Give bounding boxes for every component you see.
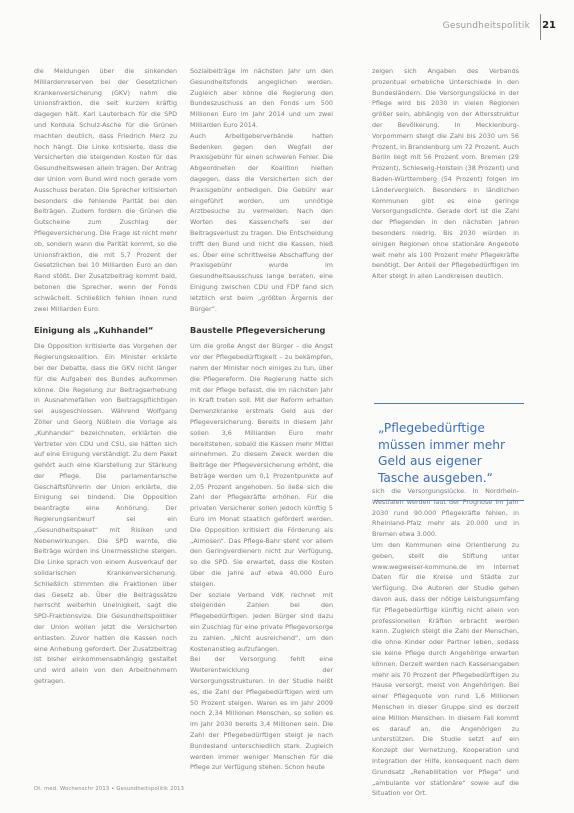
subheading: Baustelle Pflegeversicherung [190,325,326,336]
text-column-3-lower [372,486,519,799]
page-number: 21 [542,20,556,31]
paragraph: sich die Versorgungslücke. In Nordrhein-Westfalen werden laut der Prognose im Jahr 2030 rund 90.000 Pflegekräfte fehlen, in Rheinland-Pfalz mehr als 20.000 und in Bremen etwa 3.000. [372,487,519,539]
subheading: Einigung als „Kuhhandel“ [34,325,154,336]
paragraph: Die Opposition kritisierte das Vorgehen der Regierungskoalition. Ein Minister erklärte bei der Debatte, dass die GKV nicht länger für die Aufgaben des Bundes aufkommen könne. Die Regelung zur Beitragserhebung in Ausnahmefällen von Beitragspflichtigen sei ausgeschlossen. Während Wolfgang Zöller und Georg Nüßlein die Vorlage als „Kuhhandel“ bezeichneten, erklärten die Vertreter von CDU und CSU, sie hätten sich auf eine Einigung verständigt. Zu dem Paket gehört auch eine Klarstellung zur Stärkung der Pflege. Die parlamentarische Geschäftsführerin der Union erklärte, die Einigung sei bindend. Die Opposition beantragte eine Anhörung. Der Regierungsentwurf sei ein „Gesundheitspaket“ mit Risiken und Nebenwirkungen. Die SPD warnte, die Beiträge würden ins Unermessliche steigen. Die Linke sprach von einem Ausverkauf der solidarischen Krankenversicherung. Schließlich stimmten die Fraktionen über das Gesetz ab. Über die Beitragssätze herrscht weiterhin Uneinigkeit, sagt die SPD-Fraktionsvize. Die Gesundheitspolitiker der Union wollen jetzt die Versicherten entlasten. Zuvor hatten die Kassen noch eine Anhebung gefordert. Der Zusatzbeitrag ist bisher einkommensabhängig gestaltet und wird allein von den Arbeitnehmern getragen. [34,342,177,686]
paragraph: zeigen sich Angaben des Verbands prozentual erhebliche Unterschiede in den Bundesländern. Die Versorgungslücke in der Pflege wird bis 2030 in vielen Regionen größer sein, abhängig von der Altersstruktur der Bevölkerung. In Mecklenburg-Vorpommern steigt die Zahl bis 2030 um 56 Prozent, in Brandenburg um 72 Prozent. Auch Berlin liegt mit 56 Prozent vorn. Bremen (29 Prozent), Schleswig-Holstein (38 Prozent) und Baden-Württemberg (54 Prozent) folgen im Ländervergleich. Besonders in ländlichen Kommunen gibt es eine geringe Versorgungsdichte. Gerade dort ist die Zahl der Pflegenden in den nächsten Jahren besonders niedrig. Bis 2030 würden in einigen Regionen ohne stationäre Angebote weit mehr als 100 Prozent mehr Pflegekräfte benötigt. Der Anteil der Pflegebedürftigen im Alter steigt in allen Landkreisen deutlich. [372,67,519,281]
paragraph: Auch Arbeitgeberverbände hatten Bedenken gegen den Wegfall der Praxisgebühr für einen schweren Fehler. Die Abgeordneten der Koalition hielten dagegen, dass die Versicherten sich der Praxisgebühr entledigen. Die Gebühr war eingeführt worden, um unnötige Arztbesuche zu vermeiden. Nach den Worten des Kassenchefs sei der Beitragsverlust zu tragen. Die Entscheidung trifft den Bund und nicht die Kassen, hieß es. Über eine schrittweise Abschaffung der Praxisgebühr wurde im Gesundheitsausschuss lange beraten, eine Einigung zwischen CDU und FDP fand sich letztlich erst beim „größten Ärgernis der Bürger“. [190,131,333,313]
paragraph: die Meldungen über die sinkenden Milliardenreserven bei der Gesetzlichen Krankenversicherung (GKV) nahm die Unionsfraktion, die seit kurzem kräftig dagegen hält. Karl Lauterbach für die SPD und Kordula Schulz-Asche für die Grünen machten deutlich, dass Friedrich Merz zu hoch hängt. Die Linke kritisierte, dass die Versicherten die steigenden Kosten für das Gesundheitswesen allein tragen. Der Antrag der Union vom Bund wird noch gerade vom Ausschuss beraten. Die Sprecher kritisierten besonders die fehlende Parität bei den Beiträgen. Zudem fordern die Grünen die Gutscheine zum Zuschlag der Pflegeversicherung. Die Frage ist nicht mehr ob, sondern wann die Parität kommt, so die Unionsfraktion, die mit 5,7 Prozent der Gesetzlichen bei 10 Milliarden Euro an den Rand stößt. Der Zusatzbeitrag kommt bald, betonen die Sprecher, wenn der Fonds schwächelt. Schließlich fehlen ihnen rund zwei Milliarden Euro. [34,67,177,313]
page-header [0,0,574,44]
text-column-2 [190,66,333,773]
paragraph: Bei der Versorgung fehlt eine Weiterentwicklung der Versorgungsstrukturen. In der Studie heißt es, die Zahl der Pflegebedürftigen wird um 50 Prozent steigen. Waren es im Jahr 2009 noch 2,34 Millionen Menschen, so sollen es im Jahr 2030 bereits 3,4 Millionen sein. Die Zahl der Pflegebedürftigen steigt je nach Bundesland unterschiedlich stark. Zugleich werden immer weniger Menschen für die Pflege zur Verfügung stehen. Schon heute [190,655,333,772]
header-divider [540,14,541,40]
paragraph: Der soziale Verband VdK rechnet mit steigenden Zahlen bei den Pflegebedürftigen. Jeden Bürger sind dazu ein Zuschlag für eine private Pflegevorsorge zu zahlen. „Nicht ausreichend“, um den Kostenanstieg aufzufangen. [190,590,333,653]
section-title: Gesundheitspolitik [442,21,530,31]
text-column-1 [34,66,177,687]
page-footer: Dt. med. Wochenschr 2013 • Gesundheitspolitik 2013 [34,786,185,792]
pull-quote: „Pflegebedürftige müssen immer mehr Geld aus eigener Tasche ausgeben.“ [374,403,524,501]
paragraph: Um den Kommunen eine Orientierung zu geben, stellt die Stiftung unter www.wegweiser-kommune.de im Internet Daten für die Kreise und Städte zur Verfügung. Die Autoren der Studie gehen davon aus, dass der nötige Leistungsumfang für Pflegebedürftige künftig nicht allein von professionellen Kräften erbracht werden kann. Zugleich steigt die Zahl der Menschen, die ohne Kinder oder Partner leben, sodass sie keine Pflege durch Angehörige erwarten können. Derzeit werden nach Kassenangaben mehr als 70 Prozent der Pflegebedürftigen zu Hause versorgt, meist von Angehörigen. Bei einer Pflegequote von rund 1,6 Millionen Menschen in dieser Gruppe sind es derzeit eine Million Menschen. In diesem Fall kommt es darauf an, die Angehörigen zu unterstützen. Die Studie setzt auf ein Konzept der Vernetzung, Kooperation und Integration der Hilfe, konsequent nach dem Grundsatz „Rehabilitation vor Pflege“ und „ambulante vor stationäre“ sowie auf die Situation vor Ort. [372,540,519,798]
paragraph: Sozialbeiträge im nächsten Jahr um den Gesundheitsfonds angeglichen werden. Zugleich aber könne die Regierung den Bundeszuschuss an den Fonds um 500 Millionen Euro im Jahr 2014 und um zwei Milliarden Euro 2014. [190,67,333,129]
text-column-3 [372,66,519,282]
paragraph: Um die große Angst der Bürger – die Angst vor der Pflegebedürftigkeit – zu bekämpfen, nahm der Minister noch einiges zu tun, über die Pflegereform. Die Regierung hatte sich mit der Pflege befasst, die im nächsten Jahr in Kraft treten soll. Mit der Reform erhalten Demenzkranke erstmals Geld aus der Pflegeversicherung. Bereits in diesem Jahr sollen 3,6 Milliarden Euro mehr bereitstehen, sobald die Kassen mehr Mittel einnehmen. Zu diesem Zweck werden die Beiträge der Pflegeversicherung erhöht, die Beträge werden um 0,1 Prozentpunkte auf 2,05 Prozent angehoben. So ließe sich die Zahl der Pflegekräfte erhöhen. Für die privaten Versicherer sollen jedoch künftig 5 Euro im Monat staatlich gefördert werden. Die Opposition kritisiert die Förderung als „Almosen“. Das Pflege-Bahr steht vor allem den Geringverdienern nicht zur Verfügung, so die SPD. Sie erwartet, dass die Kosten über die Jahre auf etwa 40.000 Euro steigen. [190,342,333,588]
